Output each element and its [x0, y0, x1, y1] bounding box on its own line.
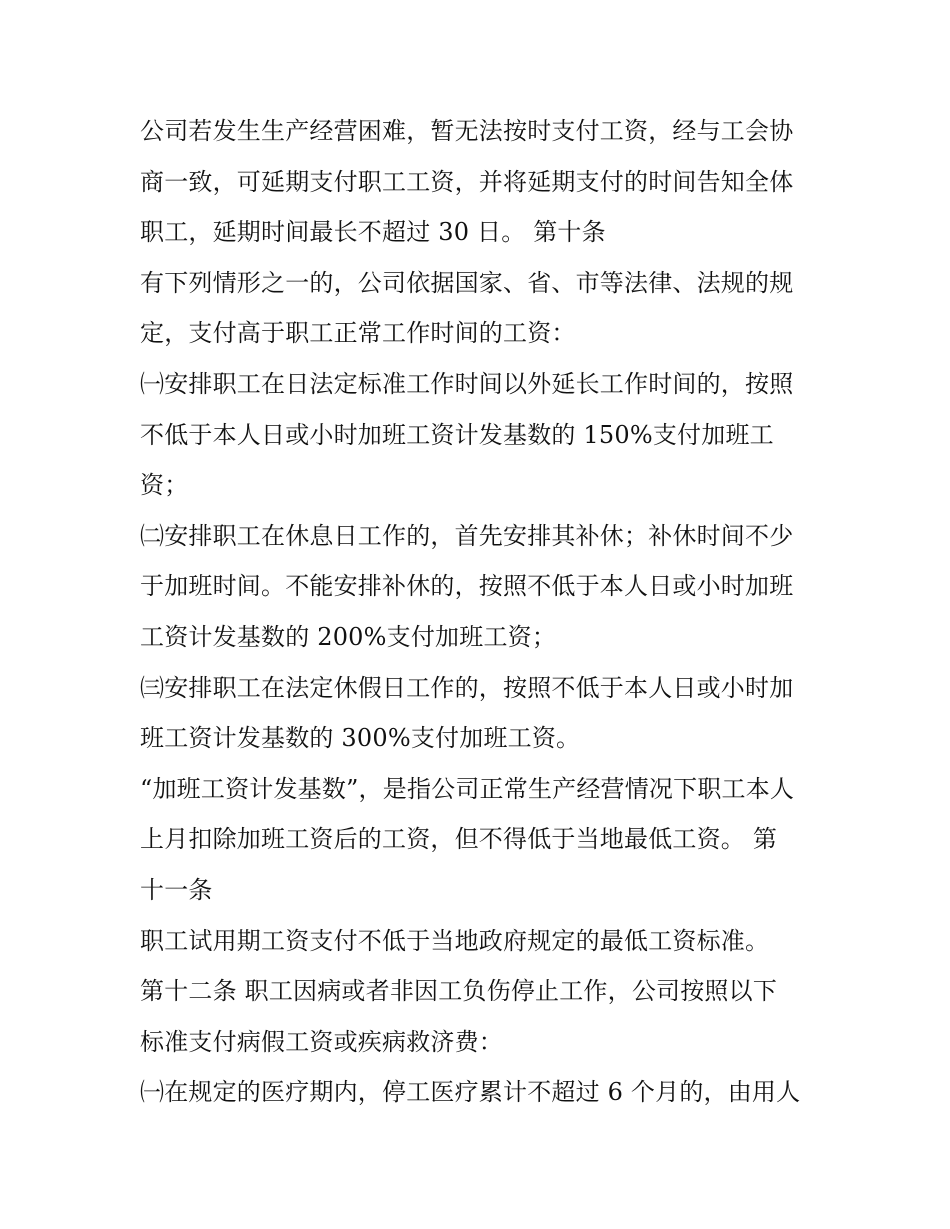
text-line: 标准支付病假工资或疾病救济费：	[140, 1027, 503, 1056]
text-line: 十一条	[140, 875, 213, 904]
text-line: 商一致，可延期支付职工工资，并将延期支付的时间告知全体	[140, 167, 794, 196]
text-line: 公司若发生生产经营困难，暂无法按时支付工资，经与工会协	[140, 117, 794, 145]
text-line: 定，支付高于职工正常工作时间的工资：	[140, 319, 576, 348]
text-line: 于加班时间。不能安排补休的，按照不低于本人日或小时加班	[140, 572, 794, 601]
text-line: 有下列情形之一的，公司依据国家、省、市等法律、法规的规	[140, 268, 794, 297]
text-line: 资；	[140, 471, 189, 500]
text-line: 工资计发基数的 200%支付加班工资；	[140, 622, 557, 651]
text-line: “加班工资计发基数”，是指公司正常生产经营情况下职工本人	[140, 774, 795, 803]
text-line: ㈡安排职工在休息日工作的，首先安排其补休；补休时间不少	[140, 521, 794, 550]
text-line: 第十二条 职工因病或者非因工负伤停止工作，公司按照以下	[140, 977, 778, 1006]
text-line: 职工试用期工资支付不低于当地政府规定的最低工资标准。	[140, 926, 770, 955]
text-line: 不低于本人日或小时加班工资计发基数的 150%支付加班工	[140, 420, 774, 449]
text-line: ㈠在规定的医疗期内，停工医疗累计不超过 6 个月的，由用人	[140, 1078, 801, 1107]
text-line: 上月扣除加班工资后的工资，但不得低于当地最低工资。 第	[140, 825, 778, 854]
text-line: ㈢安排职工在法定休假日工作的，按照不低于本人日或小时加	[140, 673, 794, 702]
text-line: 职工，延期时间最长不超过 30 日。 第十条	[140, 218, 606, 247]
body-text	[140, 106, 820, 1118]
text-line: 班工资计发基数的 300%支付加班工资。	[140, 724, 581, 753]
text-line: ㈠安排职工在日法定标准工作时间以外延长工作时间的，按照	[140, 369, 794, 398]
